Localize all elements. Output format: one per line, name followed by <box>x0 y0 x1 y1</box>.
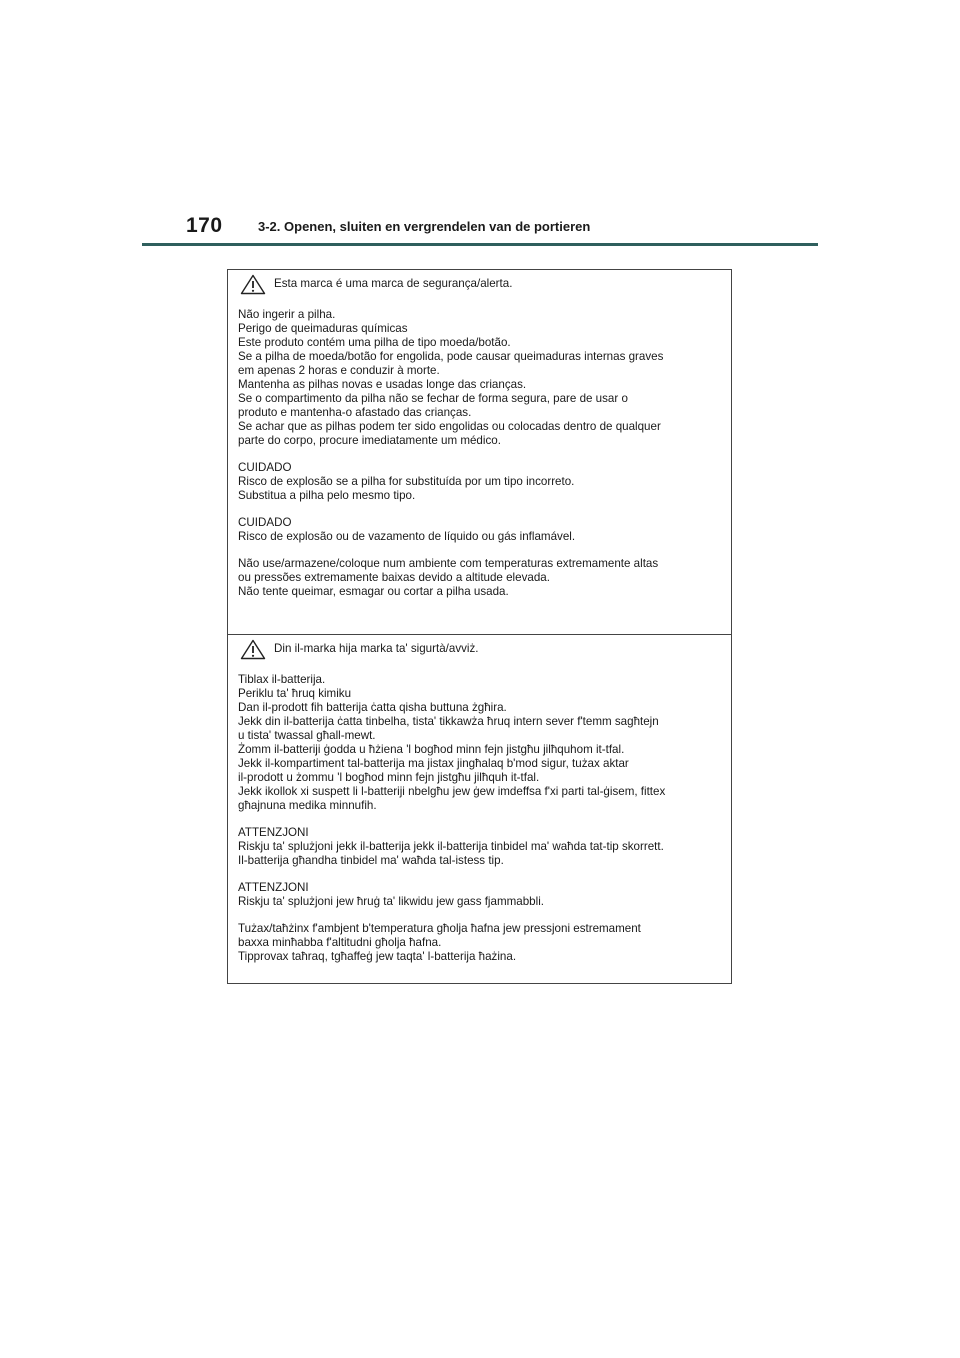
notice-line: Riskju ta' splużjoni jew ħruġ ta' likwidu jew gass fjammabbli. <box>238 895 544 908</box>
notice-line: produto e mantenha-o afastado das crianças. <box>238 406 472 419</box>
notice-line: Żomm il-batteriji ġodda u ħżiena 'l bogħod minn fejn jistgħu jilħquhom it-tfal. <box>238 743 625 756</box>
notice-line: Se achar que as pilhas podem ter sido engolidas ou colocadas dentro de qualquer <box>238 420 661 433</box>
section-title: 3-2. Openen, sluiten en vergrendelen van de portieren <box>258 219 591 234</box>
notice-line: Tipprovax taħraq, tgħaffeġ jew taqta' l-batterija ħażina. <box>238 950 517 963</box>
notice-line: Este produto contém uma pilha de tipo moeda/botão. <box>238 336 511 349</box>
warning-triangle-icon <box>240 639 266 660</box>
notice-paragraph <box>238 516 721 544</box>
notice-line: Jekk din il-batterija ċatta tinbelha, tista' tikkawża ħruq intern sever f'temm sagħtejn <box>238 715 659 728</box>
notice-paragraph <box>238 461 721 503</box>
notice-line: Risco de explosão se a pilha for substituída por um tipo incorreto. <box>238 475 575 488</box>
notice-line: Periklu ta' ħruq kimiku <box>238 687 352 700</box>
notice-line: Dan il-prodott fih batterija ċatta qisha buttuna żgħira. <box>238 701 507 714</box>
notice-line: għajnuna medika minnufih. <box>238 799 377 812</box>
notice-line: Não use/armazene/coloque num ambiente com temperaturas extremamente altas <box>238 557 659 570</box>
notice-line: parte do corpo, procure imediatamente um médico. <box>238 434 501 447</box>
notice-line: Jekk ikollok xi suspett li l-batteriji nbelgħu jew ġew imdeffsa f'xi parti tal-ġisem, fittex <box>238 785 666 798</box>
safety-mark-line <box>238 277 721 295</box>
notice-line: il-prodott u żommu 'l bogħod minn fejn jistgħu jilħquh it-tfal. <box>238 771 540 784</box>
notice-line: Mantenha as pilhas novas e usadas longe das crianças. <box>238 378 527 391</box>
notice-line: Il-batterija għandha tinbidel ma' waħda tal-istess tip. <box>238 854 504 867</box>
safety-mark-line <box>238 642 721 660</box>
notice-line: Se a pilha de moeda/botão for engolida, pode causar queimaduras internas graves <box>238 350 664 363</box>
notice-line: ATTENZJONI <box>238 826 309 839</box>
notice-paragraph <box>238 881 721 909</box>
warning-triangle-icon <box>240 274 266 295</box>
notice-line: ATTENZJONI <box>238 881 309 894</box>
notice-line: baxxa minħabba f'altitudni għolja ħafna. <box>238 936 442 949</box>
notice-line: ou pressões extremamente baixas devido a altitude elevada. <box>238 571 550 584</box>
notice-line: Não ingerir a pilha. <box>238 308 336 321</box>
notice-paragraph <box>238 922 721 964</box>
notice-line: Tużax/taħżinx f'ambjent b'temperatura għolja ħafna jew pressjoni estremament <box>238 922 641 935</box>
notice-line: Tiblax il-batterija. <box>238 673 326 686</box>
notice-line: em apenas 2 horas e conduzir à morte. <box>238 364 440 377</box>
safety-mark-text: Din il-marka hija marka ta' sigurtà/avviż. <box>274 642 479 655</box>
page-number: 170 <box>186 214 223 237</box>
notice-panel-portuguese <box>228 270 731 634</box>
battery-notice-box <box>227 269 732 984</box>
notice-paragraph <box>238 826 721 868</box>
notice-line: Substitua a pilha pelo mesmo tipo. <box>238 489 416 502</box>
safety-mark-text: Esta marca é uma marca de segurança/alerta. <box>274 277 513 290</box>
notice-line: CUIDADO <box>238 516 292 529</box>
notice-line: Se o compartimento da pilha não se fechar de forma segura, pare de usar o <box>238 392 628 405</box>
notice-paragraphs <box>238 673 721 964</box>
notice-line: Não tente queimar, esmagar ou cortar a pilha usada. <box>238 585 509 598</box>
notice-paragraph <box>238 308 721 448</box>
notice-paragraphs <box>238 308 721 599</box>
notice-line: Perigo de queimaduras químicas <box>238 322 408 335</box>
notice-paragraph <box>238 673 721 813</box>
notice-panel-maltese <box>228 634 731 984</box>
notice-line: Riskju ta' splużjoni jekk il-batterija jekk il-batterija tinbidel ma' waħda tat-tip skorrett. <box>238 840 664 853</box>
notice-line: Risco de explosão ou de vazamento de líquido ou gás inflamável. <box>238 530 576 543</box>
header-rule <box>142 243 818 246</box>
notice-paragraph <box>238 557 721 599</box>
notice-line: CUIDADO <box>238 461 292 474</box>
notice-line: u tista' twassal għall-mewt. <box>238 729 376 742</box>
notice-line: Jekk il-kompartiment tal-batterija ma jistax jingħalaq b'mod sigur, tużax aktar <box>238 757 629 770</box>
